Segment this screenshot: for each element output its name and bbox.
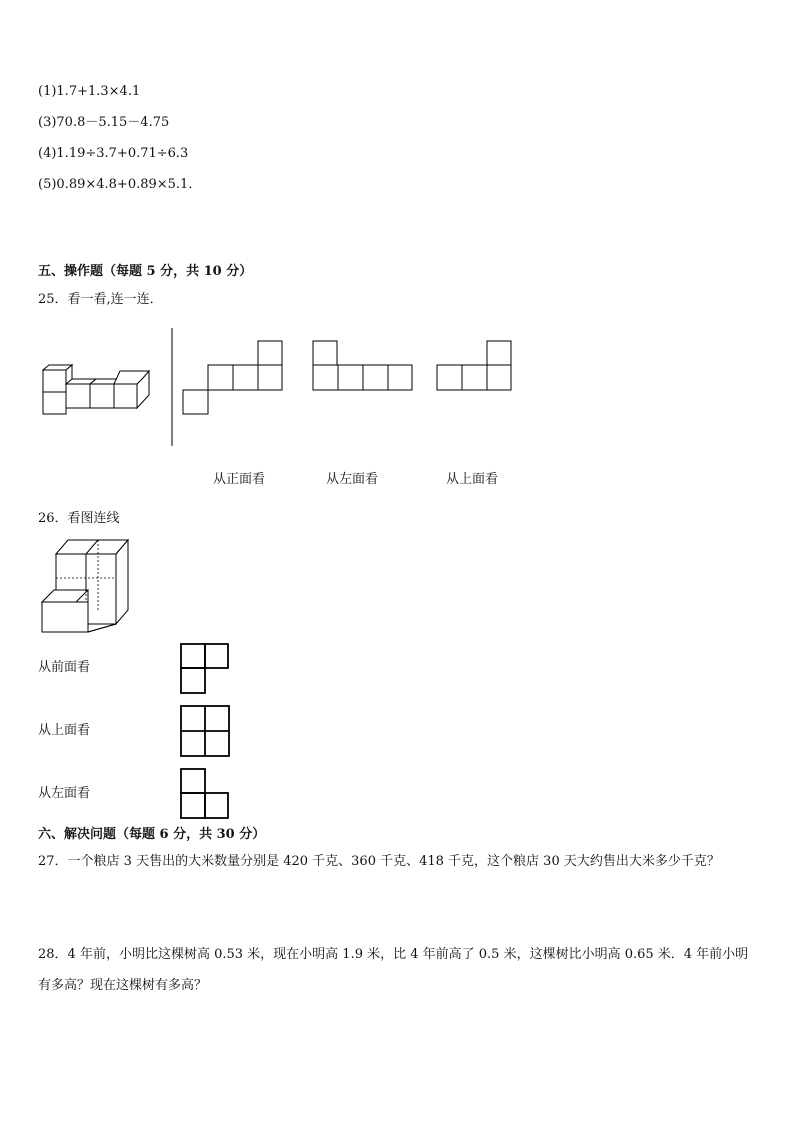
- calc-line-1: (1)1.7+1.3×4.1: [38, 84, 141, 99]
- q26-label-left: 从左面看: [38, 786, 91, 801]
- section-6-heading: 六、解决问题（每题 6 分，共 30 分）: [38, 827, 266, 842]
- q26-view-front: [179, 642, 231, 696]
- question-28-text-line1: 28．4 年前，小明比这棵树高 0.53 米，现在小明高 1.9 米，比 4 年前高了 0.5 米，这棵树比小明高 0.65 米．4 年前小明: [38, 947, 749, 962]
- q26-label-front: 从前面看: [38, 660, 91, 675]
- q25-label-front: 从正面看: [213, 472, 266, 487]
- q25-solid-figure: [40, 365, 155, 415]
- q26-view-top: [179, 704, 233, 760]
- question-27-text: 27．一个粮店 3 天售出的大米数量分别是 420 千克、360 千克、418 千克，这个粮店 30 天大约售出大米多少千克？: [38, 854, 720, 869]
- q25-label-left: 从左面看: [326, 472, 379, 487]
- q25-label-top: 从上面看: [446, 472, 499, 487]
- calc-line-3: (3)70.8－5.15－4.75: [38, 115, 170, 130]
- question-25-text: 25．看一看,连一连．: [38, 292, 163, 307]
- calc-line-4: (4)1.19÷3.7+0.71÷6.3: [38, 146, 189, 161]
- q25-view-b: [312, 340, 414, 392]
- question-26-text: 26．看图连线: [38, 511, 120, 526]
- q25-divider: [170, 328, 174, 448]
- q25-view-a: [182, 340, 284, 416]
- q25-view-c: [436, 340, 514, 392]
- q26-label-top: 从上面看: [38, 723, 91, 738]
- question-28-text-line2: 有多高？现在这棵树有多高？: [38, 978, 208, 993]
- calc-line-5: (5)0.89×4.8+0.89×5.1．: [38, 177, 202, 192]
- section-5-heading: 五、操作题（每题 5 分，共 10 分）: [38, 264, 253, 279]
- q26-solid-figure: [38, 538, 130, 634]
- q26-view-left: [179, 767, 231, 821]
